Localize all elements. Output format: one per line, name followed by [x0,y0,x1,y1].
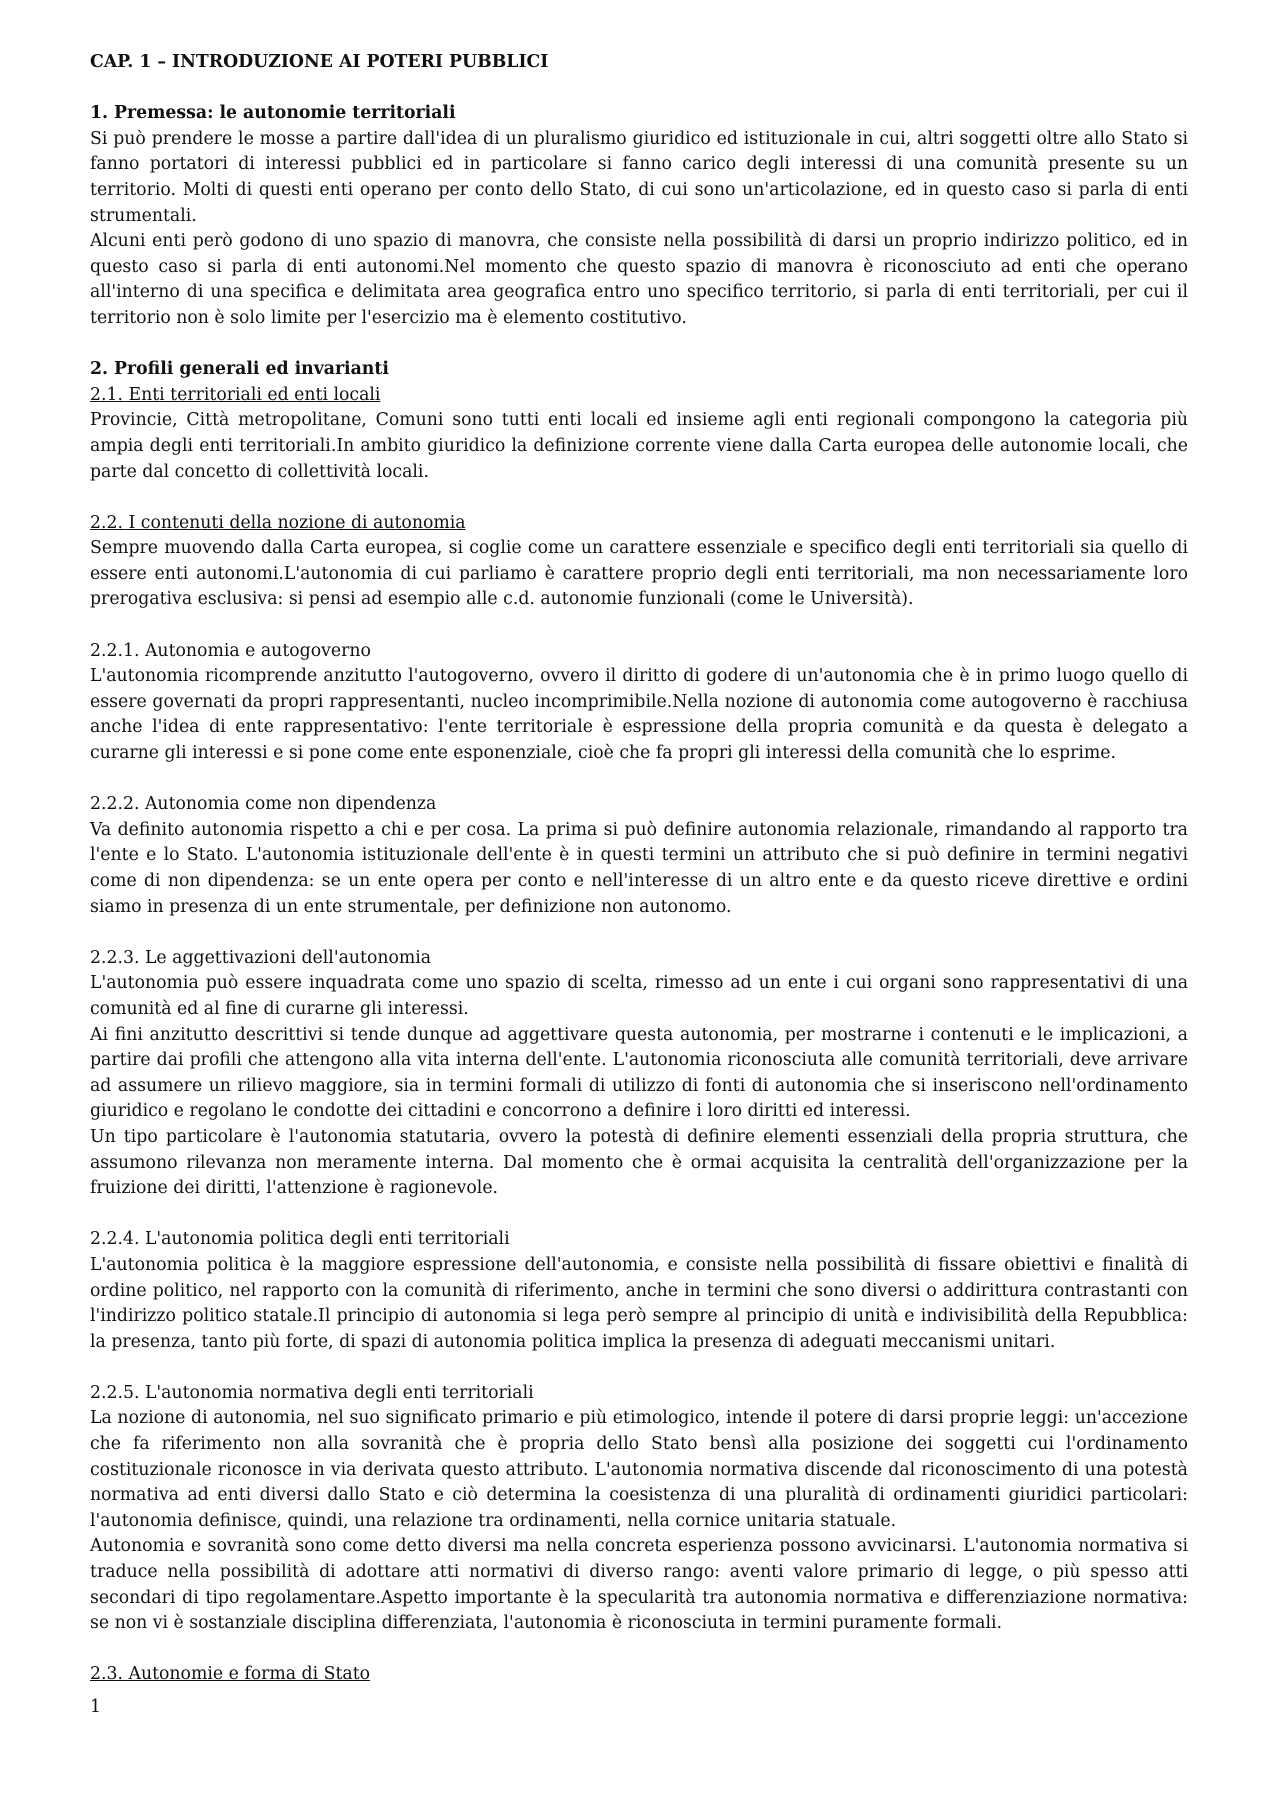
section-2-2-1-heading: 2.2.1. Autonomia e autogoverno [90,640,371,661]
section-2-heading: 2. Profili generali ed invarianti [90,359,389,380]
section-2-2-4-paragraph: L'autonomia politica è la maggiore espressione dell'autonomia, e consiste nella possibilità di fissare obiettivi e finalità di ordine politico, nel rapporto con la comunità di riferimento, anche in termini che sono diversi o addirittura contrastanti con l'indirizzo politico statale.Il principio di autonomia si lega però sempre al principio di unità e indivisibilità della Repubblica: la presenza, tanto più forte, di spazi di autonomia politica implica la presenza di adeguati meccanismi unitari. [90,1254,1188,1352]
section-1-paragraph-1: Si può prendere le mosse a partire dall'idea di un pluralismo giuridico ed istituzionale in cui, altri soggetti oltre allo Stato si fanno portatori di interessi pubblici ed in particolare si fanno carico degli interessi di una comunità presente su un territorio. Molti di questi enti operano per conto dello Stato, di cui sono un'articolazione, ed in questo caso si parla di enti strumentali. [90,128,1188,226]
section-2-2-5-paragraph-1: La nozione di autonomia, nel suo significato primario e più etimologico, intende il potere di darsi proprie leggi: un'accezione che fa riferimento non alla sovranità che è propria dello Stato bensì alla posizione dei soggetti cui l'ordinamento costituzionale riconosce in via derivata questo attributo. L'autonomia normativa discende dal riconoscimento di una potestà normativa ad enti diversi dallo Stato e ciò determina la coesistenza di una pluralità di ordinamenti giuridici particolari: l'autonomia definisce, quindi, una relazione tra ordinamenti, nella cornice unitaria statuale. [90,1408,1188,1531]
section-2-2-paragraph: Sempre muovendo dalla Carta europea, si coglie come un carattere essenziale e specifico degli enti territoriali sia quello di essere enti autonomi.L'autonomia di cui parliamo è carattere proprio degli enti territoriali, ma non necessariamente loro prerogativa esclusiva: si pensi ad esempio alle c.d. autonomie funzionali (come le Università). [90,538,1188,610]
section-2-2-heading: 2.2. I contenuti della nozione di autonomia [90,512,466,533]
section-2-1-heading: 2.1. Enti territoriali ed enti locali [90,384,381,405]
section-1-paragraph-2: Alcuni enti però godono di uno spazio di manovra, che consiste nella possibilità di darsi un proprio indirizzo politico, ed in questo caso si parla di enti autonomi.Nel momento che questo spazio di manovra è riconosciuto ad enti che operano all'interno di una specifica e delimitata area geografica entro uno specifico territorio, si parla di enti territoriali, per cui il territorio non è solo limite per l'esercizio ma è elemento costitutivo. [90,231,1188,328]
section-2-2-3-paragraph-3: Un tipo particolare è l'autonomia statutaria, ovvero la potestà di definire elementi essenziali della propria struttura, che assumono rilevanza non meramente interna. Dal momento che è ormai acquisita la centralità dell'organizzazione per la fruizione dei diritti, l'attenzione è ragionevole. [90,1126,1188,1199]
section-2-3-heading: 2.3. Autonomie e forma di Stato [90,1664,371,1685]
section-2-2-4-heading: 2.2.4. L'autonomia politica degli enti territoriali [90,1229,510,1250]
section-2-2-3-heading: 2.2.3. Le aggettivazioni dell'autonomia [90,947,432,968]
section-1-heading: 1. Premessa: le autonomie territoriali [90,103,456,124]
chapter-title: CAP. 1 – INTRODUZIONE AI POTERI PUBBLICI [90,52,549,72]
section-2-2-5-paragraph-2: Autonomia e sovranità sono come detto diversi ma nella concreta esperienza possono avvicinarsi. L'autonomia normativa si traduce nella possibilità di adottare atti normativi di diverso rango: aventi valore primario di legge, o più spesso atti secondari di tipo regolamentare.Aspetto importante è la specularità tra autonomia normativa e differenziazione normativa: se non vi è sostanziale disciplina differenziata, l'autonomia è riconosciuta in termini puramente formali. [90,1536,1188,1634]
section-2-2-2-heading: 2.2.2. Autonomia come non dipendenza [90,794,437,815]
section-2-2-1-paragraph: L'autonomia ricomprende anzitutto l'autogoverno, ovvero il diritto di godere di un'autonomia che è in primo luogo quello di essere governati da propri rappresentanti, nucleo incomprimibile.Nella nozione di autonomia come autogoverno è racchiusa anche l'idea di ente rappresentativo: l'ente territoriale è espressione della propria comunità e da questa è delegato a curarne gli interessi e si pone come ente esponenziale, cioè che fa propri gli interessi della comunità che lo esprime. [90,666,1188,764]
section-2-2-2-paragraph: Va definito autonomia rispetto a chi e per cosa. La prima si può definire autonomia relazionale, rimandando al rapporto tra l'ente e lo Stato. L'autonomia istituzionale dell'ente è in questi termini un attributo che si può definire in termini negativi come di non dipendenza: se un ente opera per conto e nell'interesse di un altro ente e da questo riceve direttive e ordini siamo in presenza di un ente strumentale, per definizione non autonomo. [90,819,1188,917]
section-2-2-3-paragraph-2: Ai fini anzitutto descrittivi si tende dunque ad aggettivare questa autonomia, per mostrarne i contenuti e le implicazioni, a partire dai profili che attengono alla vita interna dell'ente. L'autonomia riconosciuta alle comunità territoriali, deve arrivare ad assumere un rilievo maggiore, sia in termini formali di utilizzo di fonti di autonomia che si inseriscono nell'ordinamento giuridico e regolano le condotte dei cittadini e concorrono a definire i loro diritti ed interessi. [90,1024,1188,1122]
section-2-1-paragraph: Provincie, Città metropolitane, Comuni sono tutti enti locali ed insieme agli enti regionali compongono la categoria più ampia degli enti territoriali.In ambito giuridico la definizione corrente viene dalla Carta europea delle autonomie locali, che parte dal concetto di collettività locali. [90,410,1188,482]
page-number: 1 [90,1697,101,1717]
section-2-2-3-paragraph-1: L'autonomia può essere inquadrata come uno spazio di scelta, rimesso ad un ente i cui organi sono rappresentativi di una comunità ed al fine di curarne gli interessi. [90,973,1188,1019]
section-2-2-5-heading: 2.2.5. L'autonomia normativa degli enti territoriali [90,1382,534,1403]
